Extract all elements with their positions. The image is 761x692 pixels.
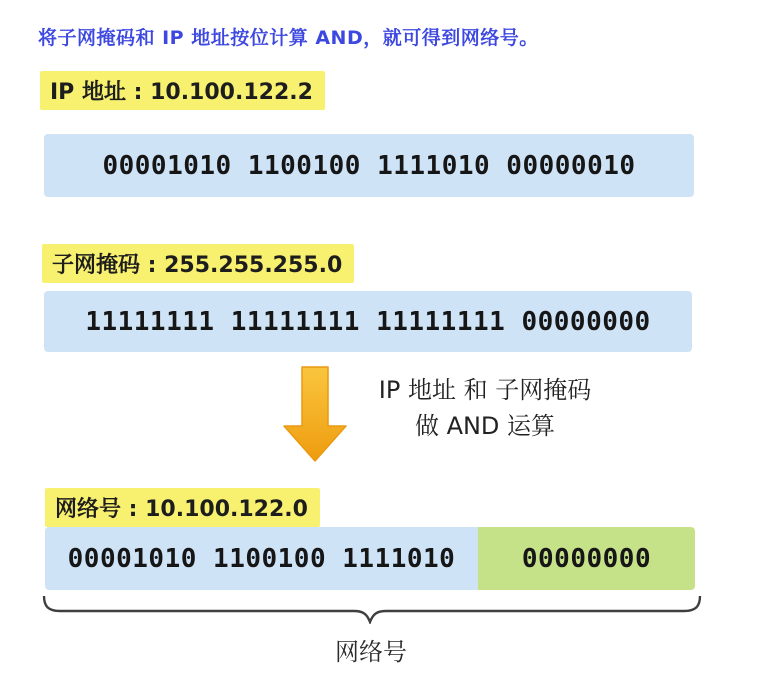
result-binary-row: [45, 527, 695, 590]
result-host-bits-value: 00000000: [521, 543, 652, 574]
mask-binary-box: [44, 291, 692, 352]
brace-caption: 网络号: [335, 638, 407, 666]
ip-binary-box: [44, 134, 694, 197]
down-arrow-icon: [283, 366, 347, 463]
operation-caption: [352, 372, 618, 444]
diagram-title: 将子网掩码和 IP 地址按位计算 AND，就可得到网络号。: [38, 27, 539, 49]
curly-brace-icon: [42, 596, 702, 624]
ip-address-label: IP 地址 : 10.100.122.2: [40, 71, 325, 110]
mask-binary-value: 11111111 11111111 11111111 00000000: [85, 306, 651, 337]
result-network-bits-segment: [45, 527, 478, 590]
network-number-label: 网络号 : 10.100.122.0: [45, 488, 320, 527]
operation-caption-line1: IP 地址 和 子网掩码: [378, 376, 592, 404]
operation-caption-line2: 做 AND 运算: [414, 412, 556, 440]
result-network-bits-value: 00001010 1100100 1111010: [67, 543, 456, 574]
result-host-bits-segment: [478, 527, 695, 590]
subnet-mask-label: 子网掩码 : 255.255.255.0: [42, 244, 354, 283]
ip-binary-value: 00001010 1100100 1111010 00000010: [102, 150, 636, 181]
